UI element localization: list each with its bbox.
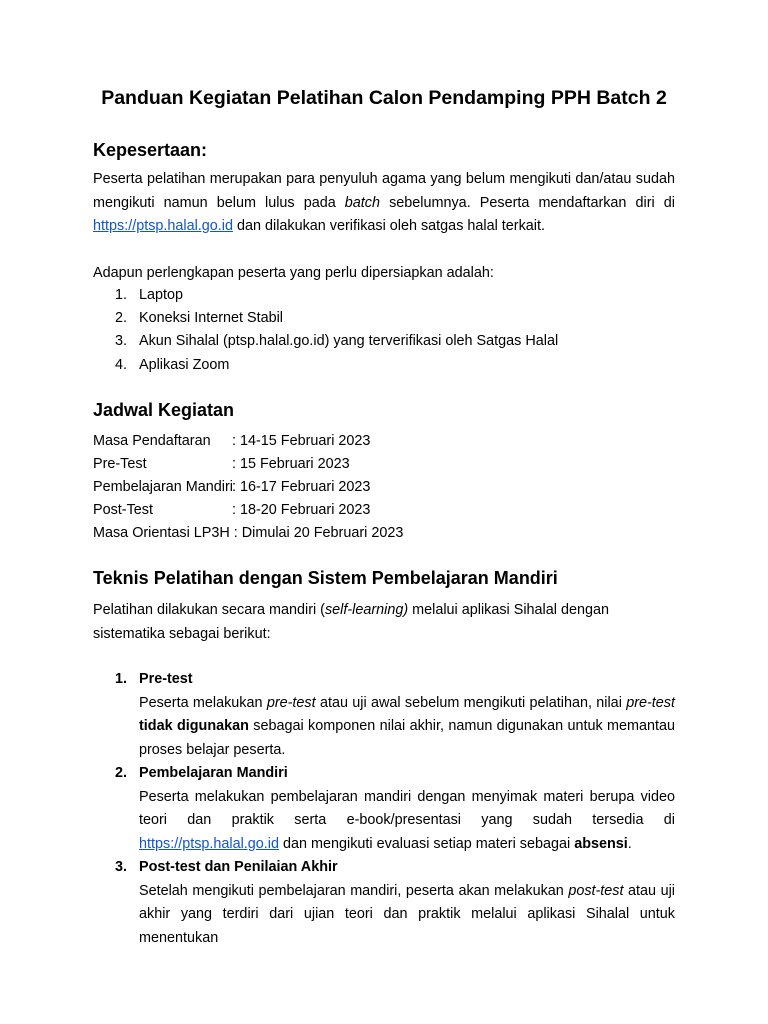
list-item: [93, 284, 683, 307]
step-text: Setelah mengikuti pembelajaran mandiri, peserta akan melakukan: [139, 882, 569, 899]
jadwal-label: Pembelajaran Mandiri: [93, 479, 233, 495]
teknis-intro: [93, 599, 675, 646]
step-em: post-test: [568, 882, 624, 899]
teknis-intro-a: Pelatihan dilakukan secara mandiri (: [93, 602, 325, 618]
list-number: 1.: [115, 287, 128, 303]
jadwal-value: : 15 Februari 2023: [232, 456, 350, 472]
ptsp-link[interactable]: https://ptsp.halal.go.id: [93, 218, 233, 234]
jadwal-row: [93, 430, 403, 453]
step-text: Peserta melakukan pembelajaran mandiri dengan menyimak materi berupa video teori dan praktik serta e-book/presentasi yang sudah tersedia di: [139, 788, 675, 828]
step-em: pre-test: [266, 694, 316, 711]
ptsp-link[interactable]: https://ptsp.halal.go.id: [139, 835, 279, 852]
list-number: 4.: [115, 356, 128, 373]
list-text: Koneksi Internet Stabil: [139, 310, 283, 327]
teknis-heading: Teknis Pelatihan dengan Sistem Pembelajaran Mandiri: [93, 568, 558, 588]
step-number: 1.: [115, 671, 128, 687]
step-text: atau uji awal sebelum mengikuti pelatihan, nilai: [315, 694, 627, 711]
step-pembelajaran: [93, 762, 675, 856]
teknis-intro-em: self-learning): [324, 602, 409, 618]
perlengkapan-intro: Adapun perlengkapan peserta yang perlu dipersiapkan adalah:: [93, 265, 494, 281]
list-text: Akun Sihalal (ptsp.halal.go.id) yang terverifikasi oleh Satgas Halal: [139, 333, 559, 350]
kepesertaan-text-c: dan dilakukan verifikasi oleh satgas halal terkait.: [233, 218, 545, 234]
step-title: Post-test dan Penilaian Akhir: [139, 859, 338, 875]
step-body: [139, 880, 675, 951]
kepesertaan-paragraph: [93, 168, 675, 239]
document-title: Panduan Kegiatan Pelatihan Calon Pendamping PPH Batch 2: [101, 87, 667, 109]
kepesertaan-text-b: sebelumnya. Peserta mendaftarkan diri di: [380, 194, 675, 211]
step-title: Pre-test: [139, 671, 193, 687]
jadwal-list: [93, 430, 403, 545]
jadwal-value: : 16-17 Februari 2023: [232, 479, 371, 495]
jadwal-heading: Jadwal Kegiatan: [93, 400, 235, 420]
step-posttest: [93, 856, 675, 950]
step-text: sebagai komponen nilai akhir, namun digunakan untuk memantau proses belajar peserta.: [139, 718, 676, 758]
jadwal-label: Pre-Test: [93, 456, 147, 472]
step-title: Pembelajaran Mandiri: [139, 765, 288, 781]
jadwal-row: [93, 522, 403, 545]
step-text: .: [627, 835, 632, 852]
jadwal-label: Post-Test: [93, 502, 153, 518]
list-number: 2.: [115, 310, 128, 327]
list-item: [93, 330, 683, 353]
jadwal-value: : 18-20 Februari 2023: [232, 502, 371, 518]
jadwal-row: [93, 453, 403, 476]
step-body: [139, 692, 675, 763]
kepesertaan-heading: Kepesertaan:: [93, 140, 208, 160]
step-number: 3.: [115, 859, 128, 875]
teknis-intro-b: melalui aplikasi Sihalal dengan sistematika sebagai berikut:: [93, 602, 609, 642]
list-text: Aplikasi Zoom: [139, 356, 230, 373]
kepesertaan-text-a: Peserta pelatihan merupakan para penyuluh agama yang belum mengikuti dan/atau sudah mengikuti namun belum lulus pada: [93, 171, 675, 211]
list-number: 3.: [115, 333, 128, 350]
step-text: dan mengikuti evaluasi setiap materi sebagai: [279, 835, 575, 852]
teknis-steps: [93, 668, 675, 950]
step-bold: tidak digunakan: [139, 718, 249, 734]
step-bold: absensi: [574, 835, 628, 852]
perlengkapan-list: [93, 284, 683, 377]
list-item: [93, 354, 683, 377]
jadwal-value: : Dimulai 20 Februari 2023: [229, 525, 404, 541]
batch-word: batch: [344, 194, 381, 211]
step-number: 2.: [115, 765, 128, 781]
step-body: [139, 786, 675, 857]
jadwal-label: Masa Orientasi LP3H: [93, 525, 230, 541]
jadwal-row: [93, 499, 403, 522]
step-text: Peserta melakukan: [139, 694, 267, 711]
step-pretest: [93, 668, 675, 762]
step-text: atau uji akhir yang terdiri dari ujian teori dan praktik melalui aplikasi Sihalal untuk menentukan: [139, 882, 675, 946]
jadwal-value: : 14-15 Februari 2023: [232, 433, 371, 449]
jadwal-label: Masa Pendaftaran: [93, 433, 211, 449]
list-item: [93, 307, 683, 330]
step-em: pre-test: [626, 694, 676, 711]
list-text: Laptop: [139, 287, 184, 303]
jadwal-row: [93, 476, 403, 499]
